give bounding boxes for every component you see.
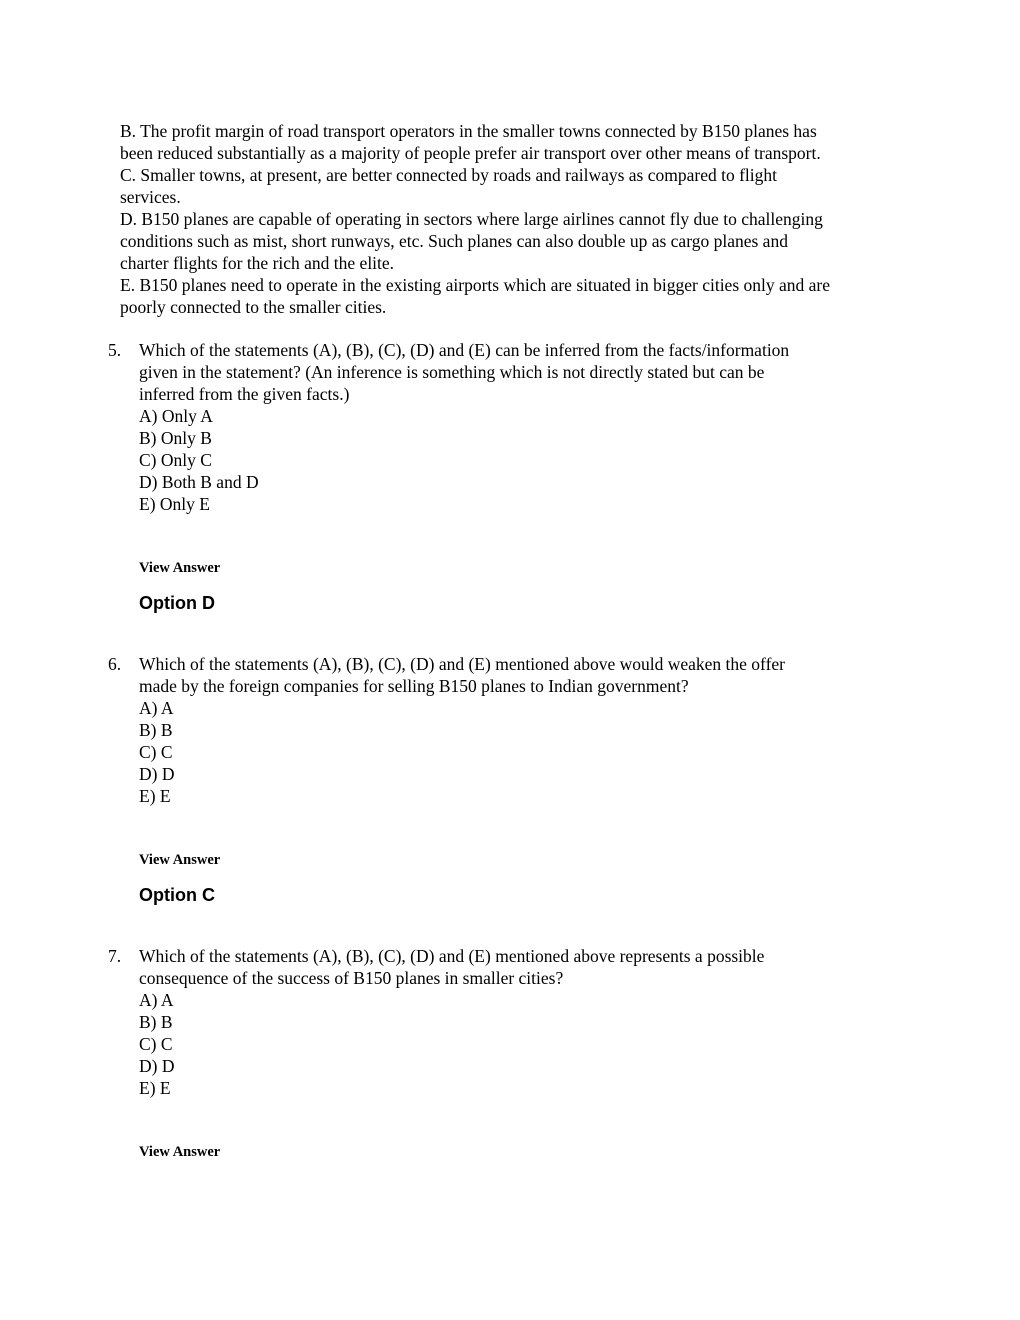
statement-line: D. B150 planes are capable of operating in sectors where large airlines cannot fly due to challenging bbox=[120, 209, 823, 229]
statement-line: B. The profit margin of road transport operators in the smaller towns connected by B150 planes has bbox=[120, 121, 817, 141]
view-answer-link-q6[interactable]: View Answer bbox=[139, 852, 221, 868]
answer-q6: Option C bbox=[139, 885, 215, 905]
option-b: B) B bbox=[139, 720, 173, 740]
question-number: 5. bbox=[108, 340, 122, 360]
option-d: D) Both B and D bbox=[139, 472, 259, 492]
view-answer-link-q5[interactable]: View Answer bbox=[139, 560, 221, 576]
statement-line: conditions such as mist, short runways, etc. Such planes can also double up as cargo planes and bbox=[120, 231, 788, 251]
statement-line: charter flights for the rich and the elite. bbox=[120, 253, 395, 273]
statement-line: C. Smaller towns, at present, are better connected by roads and railways as compared to flight bbox=[120, 165, 778, 185]
option-d: D) D bbox=[139, 764, 175, 784]
statement-line: poorly connected to the smaller cities. bbox=[120, 297, 387, 317]
question-body bbox=[139, 653, 899, 807]
statement-line: been reduced substantially as a majority of people prefer air transport over other means of transport. bbox=[120, 143, 821, 163]
answer-q5: Option D bbox=[139, 593, 215, 613]
option-c: C) C bbox=[139, 742, 173, 762]
question-text-line: made by the foreign companies for selling B150 planes to Indian government? bbox=[139, 676, 689, 696]
question-text-line: consequence of the success of B150 planes in smaller cities? bbox=[139, 968, 564, 988]
statement-line: services. bbox=[120, 187, 181, 207]
question-text-line: Which of the statements (A), (B), (C), (D) and (E) mentioned above would weaken the offer bbox=[139, 654, 785, 674]
question-text-line: given in the statement? (An inference is something which is not directly stated but can be bbox=[139, 362, 765, 382]
question-body bbox=[139, 339, 899, 515]
option-a: A) Only A bbox=[139, 406, 213, 426]
question-number: 7. bbox=[108, 946, 122, 966]
question-text-line: Which of the statements (A), (B), (C), (D) and (E) can be inferred from the facts/information bbox=[139, 340, 790, 360]
option-c: C) Only C bbox=[139, 450, 212, 470]
question-text-line: Which of the statements (A), (B), (C), (D) and (E) mentioned above represents a possible bbox=[139, 946, 765, 966]
question-number: 6. bbox=[108, 654, 122, 674]
option-a: A) A bbox=[139, 990, 174, 1010]
statement-line: E. B150 planes need to operate in the existing airports which are situated in bigger cities only and are bbox=[120, 275, 830, 295]
option-e: E) E bbox=[139, 786, 171, 806]
view-answer-link-q7[interactable]: View Answer bbox=[139, 1144, 221, 1160]
question-text-line: inferred from the given facts.) bbox=[139, 384, 350, 404]
option-c: C) C bbox=[139, 1034, 173, 1054]
option-e: E) Only E bbox=[139, 494, 210, 514]
question-body bbox=[139, 945, 899, 1099]
option-b: B) Only B bbox=[139, 428, 212, 448]
option-e: E) E bbox=[139, 1078, 171, 1098]
statements-block bbox=[120, 120, 910, 318]
option-d: D) D bbox=[139, 1056, 175, 1076]
option-a: A) A bbox=[139, 698, 174, 718]
option-b: B) B bbox=[139, 1012, 173, 1032]
